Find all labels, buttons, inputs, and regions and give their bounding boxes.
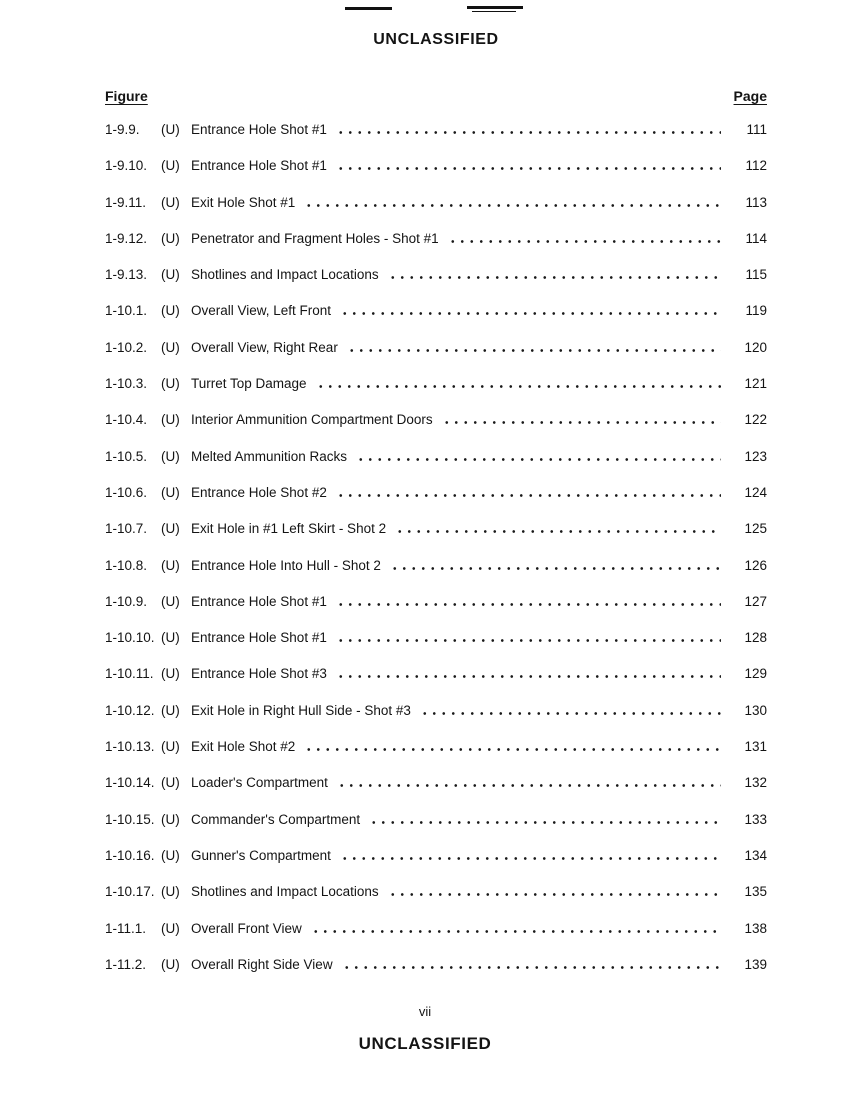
- classification-marker: (U): [161, 884, 180, 900]
- list-of-figures: [105, 88, 767, 992]
- figure-entry-row: [105, 157, 767, 172]
- figure-title: Exit Hole in Right Hull Side - Shot #3: [191, 702, 411, 718]
- figure-entry-row: [105, 702, 767, 717]
- figure-number: 1-10.6.: [105, 484, 148, 500]
- figure-entry-row: [105, 956, 767, 971]
- classification-marker: (U): [161, 194, 180, 210]
- classification-marker: (U): [161, 412, 180, 428]
- figure-number: 1-9.12.: [105, 230, 148, 246]
- page-number: 125: [744, 521, 767, 537]
- figure-title: Entrance Hole Shot #3: [191, 666, 327, 682]
- figure-title: Melted Ammunition Racks: [191, 448, 348, 464]
- page-number: 139: [744, 956, 767, 972]
- classification-marker: (U): [161, 847, 180, 863]
- classification-marker: (U): [161, 158, 180, 174]
- dot-leader: [345, 339, 721, 352]
- figure-title: Shotlines and Impact Locations: [191, 884, 379, 900]
- figure-number: 1-10.16.: [105, 847, 155, 863]
- classification-marker: (U): [161, 484, 180, 500]
- figure-title: Exit Hole Shot #2: [191, 739, 296, 755]
- figure-entry-row: [105, 557, 767, 572]
- page-number: 138: [744, 920, 767, 936]
- figure-number: 1-11.2.: [105, 956, 147, 972]
- scan-artifact-line: [472, 11, 516, 12]
- figure-title: Entrance Hole Shot #1: [191, 593, 327, 609]
- page-number: 123: [744, 448, 767, 464]
- figure-title: Exit Hole Shot #1: [191, 194, 296, 210]
- page-number: 132: [744, 775, 767, 791]
- dot-leader: [334, 157, 721, 170]
- figure-title: Loader's Compartment: [191, 775, 328, 791]
- figure-entry-row: [105, 448, 767, 463]
- dot-leader: [338, 302, 721, 315]
- dot-leader: [335, 774, 721, 787]
- figure-entry-row: [105, 484, 767, 499]
- page-number: 133: [744, 811, 767, 827]
- dot-leader: [440, 411, 721, 424]
- classification-marker: (U): [161, 339, 180, 355]
- figure-entry-row: [105, 847, 767, 862]
- figure-number: 1-10.5.: [105, 448, 148, 464]
- dot-leader: [302, 194, 721, 207]
- classification-marker: (U): [161, 739, 180, 755]
- figure-number: 1-10.7.: [105, 521, 148, 537]
- page-number: 112: [745, 158, 767, 174]
- figure-title: Turret Top Damage: [191, 376, 307, 392]
- figure-title: Entrance Hole Shot #1: [191, 158, 327, 174]
- dot-leader: [334, 665, 721, 678]
- figure-number: 1-9.13.: [105, 267, 148, 283]
- figure-number: 1-11.1.: [105, 920, 147, 936]
- dot-leader: [340, 956, 721, 969]
- figure-number: 1-10.12.: [105, 702, 155, 718]
- figure-number: 1-9.9.: [105, 122, 140, 137]
- figure-title: Entrance Hole Shot #1: [191, 630, 327, 646]
- figure-entry-row: [105, 194, 767, 209]
- scan-artifact-line: [467, 6, 523, 9]
- page-number-folio: vii: [418, 1004, 432, 1019]
- figure-number: 1-10.3.: [105, 376, 148, 392]
- classification-marker: (U): [161, 630, 180, 646]
- figure-entry-row: [105, 920, 767, 935]
- figure-number: 1-10.8.: [105, 557, 148, 573]
- figure-title: Interior Ammunition Compartment Doors: [191, 412, 433, 428]
- classification-marker: (U): [161, 521, 180, 537]
- classification-marker: (U): [161, 811, 180, 827]
- page-number: 127: [744, 593, 767, 609]
- figure-entry-row: [105, 520, 767, 535]
- classification-marker: (U): [161, 230, 180, 246]
- figure-entry-row: [105, 339, 767, 354]
- page-number: 111: [746, 122, 767, 137]
- figure-entries: [105, 121, 767, 971]
- page-number: 122: [744, 412, 767, 428]
- figure-entry-row: [105, 774, 767, 789]
- page-column-header: Page: [733, 88, 767, 104]
- page-number: 114: [745, 230, 767, 246]
- dot-leader: [334, 593, 721, 606]
- figure-column-header: Figure: [105, 88, 148, 104]
- figure-title: Entrance Hole Shot #1: [191, 122, 327, 137]
- page-number: 130: [744, 702, 767, 718]
- figure-number: 1-10.13.: [105, 739, 155, 755]
- figure-number: 1-10.11.: [105, 666, 154, 682]
- classification-marker: (U): [161, 920, 180, 936]
- page-number: 124: [744, 484, 767, 500]
- figure-entry-row: [105, 411, 767, 426]
- classification-marker: (U): [161, 956, 180, 972]
- figure-number: 1-10.15.: [105, 811, 155, 827]
- classification-marker: (U): [161, 267, 180, 283]
- dot-leader: [334, 484, 721, 497]
- page-number: 131: [744, 739, 767, 755]
- figure-title: Shotlines and Impact Locations: [191, 267, 379, 283]
- scan-artifact-line: [345, 7, 392, 10]
- dot-leader: [302, 738, 721, 751]
- page-number: 119: [745, 303, 767, 319]
- figure-title: Overall View, Right Rear: [191, 339, 338, 355]
- page-number: 121: [744, 376, 767, 392]
- figure-entry-row: [105, 738, 767, 753]
- dot-leader: [334, 121, 721, 134]
- dot-leader: [446, 230, 721, 243]
- dot-leader: [393, 520, 721, 533]
- figure-entry-row: [105, 883, 767, 898]
- figure-entry-row: [105, 375, 767, 390]
- dot-leader: [367, 811, 721, 824]
- figure-number: 1-10.14.: [105, 775, 155, 791]
- dot-leader: [386, 883, 721, 896]
- figure-number: 1-9.10.: [105, 158, 148, 174]
- figure-title: Overall Front View: [191, 920, 302, 936]
- dot-leader: [314, 375, 721, 388]
- figure-entry-row: [105, 302, 767, 317]
- figure-title: Overall View, Left Front: [191, 303, 332, 319]
- figure-title: Entrance Hole Into Hull - Shot 2: [191, 557, 381, 573]
- dot-leader: [418, 702, 721, 715]
- figure-title: Exit Hole in #1 Left Skirt - Shot 2: [191, 521, 387, 537]
- dot-leader: [388, 557, 721, 570]
- figure-entry-row: [105, 629, 767, 644]
- classification-marker: (U): [161, 666, 180, 682]
- page-number: 135: [744, 884, 767, 900]
- classification-marker: (U): [161, 557, 180, 573]
- classification-marker: (U): [161, 702, 180, 718]
- dot-leader: [338, 847, 721, 860]
- figure-number: 1-9.11.: [105, 194, 147, 210]
- figure-number: 1-10.2.: [105, 339, 148, 355]
- dot-leader: [309, 920, 721, 933]
- table-header-row: [105, 88, 767, 104]
- dot-leader: [386, 266, 721, 279]
- page-number: 128: [744, 630, 767, 646]
- page-number: 120: [744, 339, 767, 355]
- figure-number: 1-10.1.: [105, 303, 148, 319]
- figure-number: 1-10.4.: [105, 412, 148, 428]
- classification-footer: UNCLASSIFIED: [358, 1034, 492, 1053]
- classification-marker: (U): [161, 593, 180, 609]
- figure-entry-row: [105, 811, 767, 826]
- figure-number: 1-10.10.: [105, 630, 155, 646]
- figure-entry-row: [105, 266, 767, 281]
- figure-entry-row: [105, 665, 767, 680]
- dot-leader: [354, 448, 721, 461]
- figure-entry-row: [105, 121, 767, 136]
- classification-marker: (U): [161, 775, 180, 791]
- page-number: 134: [744, 847, 767, 863]
- figure-title: Penetrator and Fragment Holes - Shot #1: [191, 230, 439, 246]
- figure-title: Gunner's Compartment: [191, 847, 331, 863]
- classification-marker: (U): [161, 303, 180, 319]
- classification-marker: (U): [161, 376, 180, 392]
- figure-entry-row: [105, 230, 767, 245]
- page-number: 115: [745, 267, 767, 283]
- classification-marker: (U): [161, 448, 180, 464]
- classification-marker: (U): [161, 122, 180, 137]
- figure-title: Overall Right Side View: [191, 956, 333, 972]
- figure-number: 1-10.17.: [105, 884, 155, 900]
- classification-header: UNCLASSIFIED: [373, 31, 499, 48]
- figure-number: 1-10.9.: [105, 593, 148, 609]
- figure-title: Commander's Compartment: [191, 811, 361, 827]
- figure-title: Entrance Hole Shot #2: [191, 484, 327, 500]
- dot-leader: [334, 629, 721, 642]
- figure-entry-row: [105, 593, 767, 608]
- page-number: 126: [744, 557, 767, 573]
- page-number: 129: [744, 666, 767, 682]
- page-number: 113: [745, 194, 767, 210]
